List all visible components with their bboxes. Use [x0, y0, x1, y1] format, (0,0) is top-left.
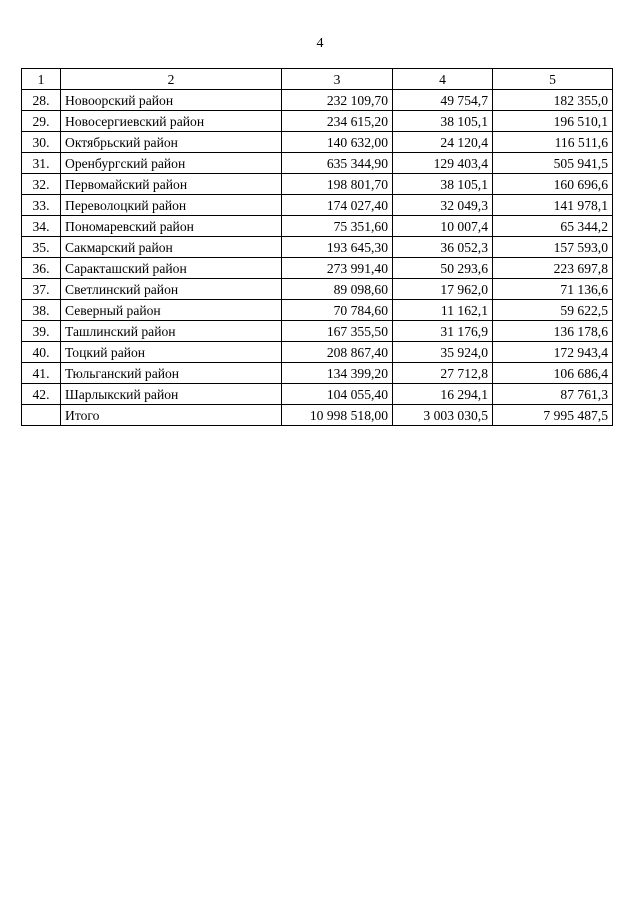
total-col-5: 7 995 487,5	[493, 405, 613, 426]
value-col-4: 32 049,3	[393, 195, 493, 216]
column-header-5: 5	[493, 69, 613, 90]
table-row	[22, 237, 613, 258]
value-col-3: 89 098,60	[282, 279, 393, 300]
table-row	[22, 174, 613, 195]
district-name: Переволоцкий район	[61, 195, 282, 216]
row-number: 29.	[22, 111, 61, 132]
value-col-4: 17 962,0	[393, 279, 493, 300]
total-row	[22, 405, 613, 426]
row-number: 37.	[22, 279, 61, 300]
value-col-5: 87 761,3	[493, 384, 613, 405]
header-row	[22, 69, 613, 90]
column-header-2: 2	[61, 69, 282, 90]
value-col-5: 106 686,4	[493, 363, 613, 384]
district-name: Саракташский район	[61, 258, 282, 279]
value-col-5: 196 510,1	[493, 111, 613, 132]
value-col-4: 129 403,4	[393, 153, 493, 174]
table-row	[22, 132, 613, 153]
value-col-3: 273 991,40	[282, 258, 393, 279]
table-row	[22, 195, 613, 216]
row-number: 42.	[22, 384, 61, 405]
value-col-3: 635 344,90	[282, 153, 393, 174]
district-name: Пономаревский район	[61, 216, 282, 237]
row-number: 35.	[22, 237, 61, 258]
row-number: 40.	[22, 342, 61, 363]
row-number: 30.	[22, 132, 61, 153]
value-col-5: 136 178,6	[493, 321, 613, 342]
value-col-3: 198 801,70	[282, 174, 393, 195]
value-col-4: 38 105,1	[393, 174, 493, 195]
row-number: 34.	[22, 216, 61, 237]
district-name: Тюльганский район	[61, 363, 282, 384]
value-col-4: 35 924,0	[393, 342, 493, 363]
table-row	[22, 279, 613, 300]
row-number: 32.	[22, 174, 61, 195]
district-name: Сакмарский район	[61, 237, 282, 258]
row-number: 31.	[22, 153, 61, 174]
table-row	[22, 342, 613, 363]
value-col-4: 27 712,8	[393, 363, 493, 384]
value-col-5: 59 622,5	[493, 300, 613, 321]
value-col-3: 208 867,40	[282, 342, 393, 363]
table-row	[22, 363, 613, 384]
value-col-5: 65 344,2	[493, 216, 613, 237]
district-name: Первомайский район	[61, 174, 282, 195]
data-table	[21, 68, 613, 426]
row-number: 39.	[22, 321, 61, 342]
value-col-4: 49 754,7	[393, 90, 493, 111]
district-name: Октябрьский район	[61, 132, 282, 153]
table-row	[22, 111, 613, 132]
value-col-5: 172 943,4	[493, 342, 613, 363]
value-col-5: 505 941,5	[493, 153, 613, 174]
value-col-4: 31 176,9	[393, 321, 493, 342]
total-row-number	[22, 405, 61, 426]
value-col-5: 160 696,6	[493, 174, 613, 195]
value-col-3: 140 632,00	[282, 132, 393, 153]
district-name: Оренбургский район	[61, 153, 282, 174]
district-name: Шарлыкский район	[61, 384, 282, 405]
value-col-3: 104 055,40	[282, 384, 393, 405]
value-col-4: 16 294,1	[393, 384, 493, 405]
value-col-5: 157 593,0	[493, 237, 613, 258]
value-col-4: 38 105,1	[393, 111, 493, 132]
row-number: 33.	[22, 195, 61, 216]
table-row	[22, 216, 613, 237]
value-col-3: 193 645,30	[282, 237, 393, 258]
value-col-4: 11 162,1	[393, 300, 493, 321]
column-header-3: 3	[282, 69, 393, 90]
value-col-3: 167 355,50	[282, 321, 393, 342]
table-row	[22, 258, 613, 279]
table-row	[22, 384, 613, 405]
table-row	[22, 300, 613, 321]
table-row	[22, 90, 613, 111]
page-number: 4	[316, 36, 324, 51]
total-col-4: 3 003 030,5	[393, 405, 493, 426]
value-col-3: 234 615,20	[282, 111, 393, 132]
value-col-4: 10 007,4	[393, 216, 493, 237]
district-name: Новоорский район	[61, 90, 282, 111]
row-number: 38.	[22, 300, 61, 321]
district-name: Ташлинский район	[61, 321, 282, 342]
value-col-5: 182 355,0	[493, 90, 613, 111]
value-col-4: 50 293,6	[393, 258, 493, 279]
value-col-3: 174 027,40	[282, 195, 393, 216]
table-row	[22, 153, 613, 174]
district-name: Светлинский район	[61, 279, 282, 300]
row-number: 28.	[22, 90, 61, 111]
column-header-1: 1	[22, 69, 61, 90]
value-col-3: 134 399,20	[282, 363, 393, 384]
value-col-5: 141 978,1	[493, 195, 613, 216]
district-name: Тоцкий район	[61, 342, 282, 363]
value-col-3: 75 351,60	[282, 216, 393, 237]
total-label: Итого	[61, 405, 282, 426]
row-number: 36.	[22, 258, 61, 279]
column-header-4: 4	[393, 69, 493, 90]
table-row	[22, 321, 613, 342]
value-col-5: 116 511,6	[493, 132, 613, 153]
value-col-3: 232 109,70	[282, 90, 393, 111]
row-number: 41.	[22, 363, 61, 384]
value-col-5: 71 136,6	[493, 279, 613, 300]
district-name: Северный район	[61, 300, 282, 321]
value-col-4: 36 052,3	[393, 237, 493, 258]
value-col-3: 70 784,60	[282, 300, 393, 321]
value-col-5: 223 697,8	[493, 258, 613, 279]
total-col-3: 10 998 518,00	[282, 405, 393, 426]
district-name: Новосергиевский район	[61, 111, 282, 132]
value-col-4: 24 120,4	[393, 132, 493, 153]
